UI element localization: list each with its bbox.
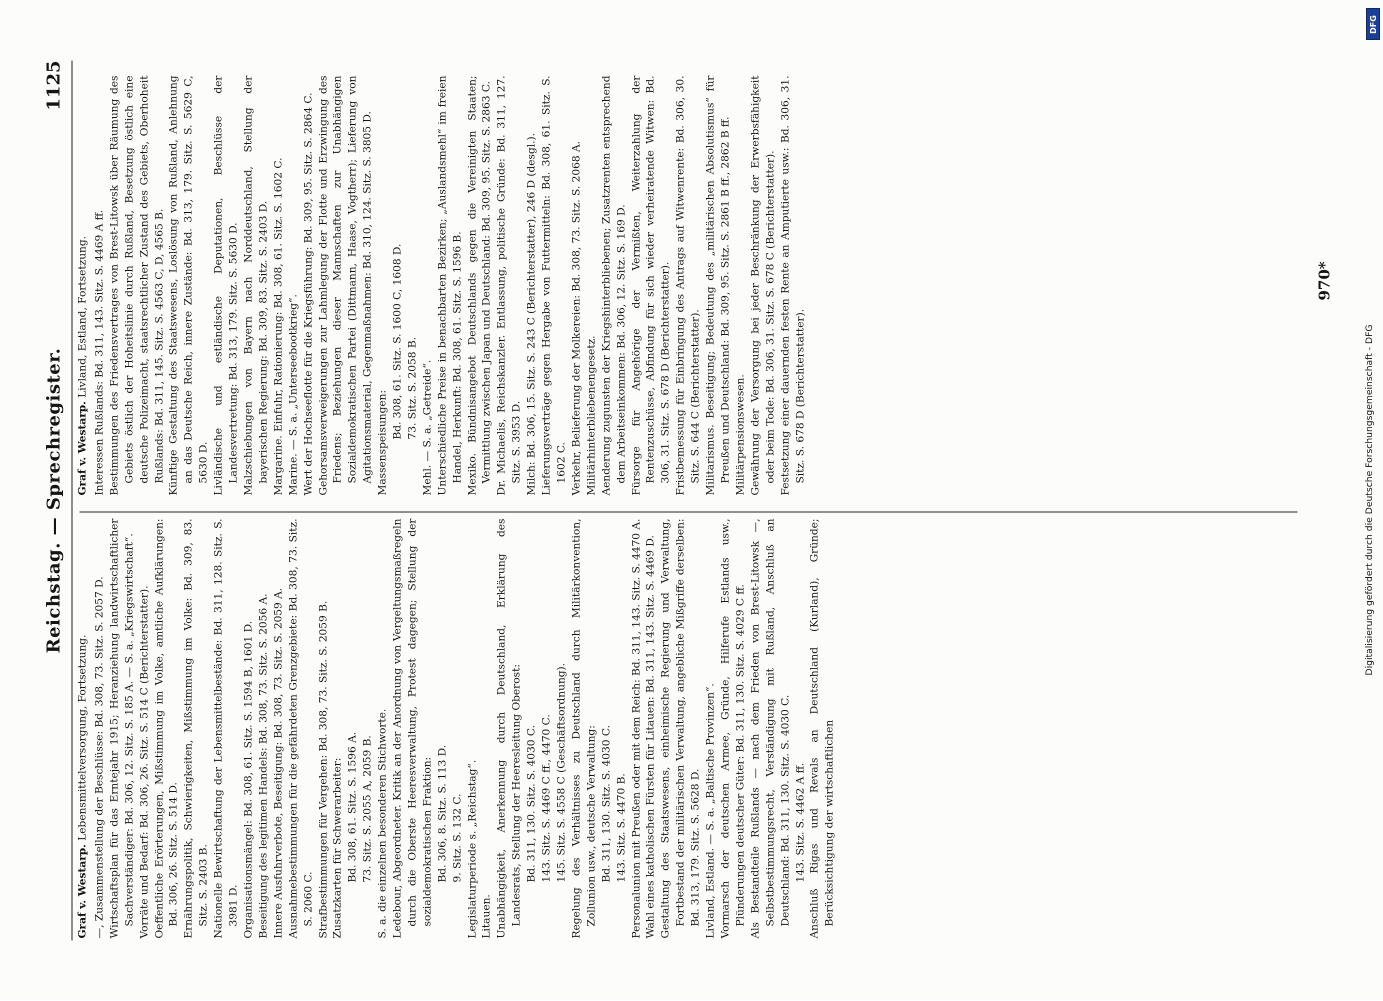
register-entry: Militärhinterbliebenengesetz. [585,335,598,496]
page-header [44,61,70,941]
register-entry: Vorräte und Bedarf: Bd. 306, 26. Sitz. S. 514 C (Berichterstatter). [138,585,151,939]
register-entry: Milch: Bd. 306, 15. Sitz. S. 243 C (Berichterstatter), 246 D (desgl.). [525,133,538,496]
header-rule [72,61,73,941]
register-entry: Massenspeisungen: [376,389,389,496]
register-entry: Organisationsmängel: Bd. 308, 61. Sitz. S. 1594 B, 1601 D. [242,620,255,939]
register-entry: Livländische und estländische Deputationen, Beschlüsse der Landesvertretung: Bd. 313, 179. Sitz. S. 5630 D. [212,75,240,496]
register-entry: 143. Sitz. S. 4462 A ff. [794,762,806,883]
register-entry: Bd. 306, 8. Sitz. S. 113 D. [436,744,449,883]
right-entry-list [92,76,808,496]
register-entry: Innere Ausfuhrverbote, Beseitigung: Bd. 308, 73. Sitz. S. 2059 A. [272,587,285,939]
register-entry: Bd. 311, 130. Sitz. S. 4030 C. [525,725,538,883]
register-entry: Legislaturperiode s. „Reichstag“. [466,759,479,939]
register-entry: Bd. 311, 130. Sitz. S. 4030 C. [600,725,613,883]
register-entry: Regelung des Verhältnisses zu Deutschland durch Militärkonvention, Zollunion usw., deutsche Verwaltung: [570,518,598,939]
register-entry: Militärpensionswesen. [734,374,747,496]
right-column [76,76,1306,496]
register-entry: Vormarsch der deutschen Armee, Gründe, Hilferufe Estlands usw., Plünderungen deutscher Güter: Bd. 311, 130. Sitz. S. 4029 C ff. [719,518,747,939]
footer-page-number: 970* [1315,261,1334,301]
register-entry: Wert der Hochseeflotte für die Kriegsführung: Bd. 309, 95. Sitz. S. 2864 C. [302,92,315,496]
register-entry: Künftige Gestaltung des Staatswesens, Loslösung von Rußland, Anlehnung an das Deutsche Reich, innere Zustände: Bd. 313, 179. Sitz. S. 5629 C, 5630 D. [167,75,210,496]
register-entry: Nationelle Bewirtschaftung der Lebensmittelbestände: Bd. 311, 128. Sitz. S. 3981 D. [212,518,240,939]
register-entry: Gehorsamsverweigerungen zur Lahmlegung der Flotte und Erzwingung des Friedens; Beziehungen dieser Mannschaften zur Unabhängigen Sozialdemokratischen Partei (Dittmann, Haase, Vogtherr); Lieferung von Agitationsmaterial, Gegenmaßnahmen: Bd. 310, 124. Sitz. S. 3805 D. [317,75,374,496]
register-entry: Litauen. [480,894,493,939]
header-page-number: 1125 [43,60,65,111]
register-entry: Zusatzkarten für Schwerarbeiter: [331,757,344,939]
register-entry: 143. Sitz. S. 4470 B. [615,773,628,883]
register-entry: 73. Sitz. S. 2055 A, 2059 B. [361,735,374,883]
register-entry: Bd. 308, 61. Sitz. S. 1596 A. [346,731,359,883]
register-entry: Lieferungsverträge gegen Hergabe von Futtermitteln: Bd. 308, 61. Sitz. S. 1602 C. [540,75,568,496]
register-entry: Oeffentliche Erörterungen, Mißstimmung im Volke, amtliche Aufklärungen: Bd. 306, 26. Sitz. S. 514 D. [153,518,180,939]
register-entry: Fürsorge für Angehörige der Vermißten, Weiterzahlung der Rentenzuschüsse, Abfindung für sich wieder verheiratende Witwen: Bd. 306, 31. Sitz. S. 678 D (Berichterstatter). [630,75,672,496]
register-entry: Mehl. — S. a. „Getreide“. [421,359,434,496]
register-entry: Verkehr, Belieferung der Molkereien: Bd. 308, 73. Sitz. S. 2068 A. [570,141,583,496]
register-entry: Bd. 308, 61. Sitz. S. 1600 C, 1608 D. [391,243,404,440]
register-entry: Mexiko. Bündnisangebot Deutschlands gegen die Vereinigten Staaten; Vermittlung zwischen Japan und Deutschland: Bd. 309, 95. Sitz. S. 2863 C. [466,75,493,496]
column-heading [76,519,91,939]
column-divider [80,512,1298,513]
register-entry: Strafbestimmungen für Vergehen: Bd. 308, 73. Sitz. S. 2059 B. [317,600,329,939]
digitization-credit: Digitalisierung gefördert durch die Deutsche Forschungsgemeinschaft - DFG [1364,324,1375,676]
register-entry: Ledebour, Abgeordneter. Kritik an der Anordnung von Vergeltungsmaßregeln durch die Oberste Heeresverwaltung, Protest dagegen; Stellung der sozialdemokratischen Fraktion: [391,518,434,939]
register-entry: Ernährungspolitik, Schwierigkeiten, Mißstimmung im Volke: Bd. 309, 83. Sitz. S. 2403 B. [182,518,210,939]
register-entry: Dr. Michaelis, Reichskanzler. Entlassung, politische Gründe: Bd. 311, 127. Sitz. S. 3953 D. [495,75,523,496]
register-entry: Wahl eines katholischen Fürsten für Litauen: Bd. 311, 143. Sitz. S. 4469 D. [644,535,657,939]
register-entry: Ausnahmebestimmungen für die gefährdeten Grenzgebiete: Bd. 308, 73. Sitz. S. 2060 C. [287,518,315,939]
register-entry: 73. Sitz. S. 2058 B. [406,336,419,440]
register-entry: Margarine. Einfuhr, Rationierung: Bd. 308, 61. Sitz. S. 1602 C. [272,157,285,496]
register-entry: Bestimmungen des Friedensvertrages von Brest-Litowsk über Räumung des Gebiets östlich der Hoheitslinie durch Rußland, Besetzung östlich eine deutsche Polizeimacht, staatsrechtlicher Zustand des Gebiets, Oberhoheit Rußlands: Bd. 311, 145. Sitz. S. 4563 C, D, 4565 B. [108,75,166,496]
register-entry: 143. Sitz. S. 4469 C ff., 4470 C. [540,714,553,883]
register-entry: Interessen Rußlands: Bd. 311, 143. Sitz. S. 4469 A ff. [93,209,106,496]
column-lead-name: Graf v. Westarp. [76,401,89,496]
register-page [0,1,1383,1001]
register-entry: Fristbemessung für Einbringung des Antrags auf Witwenrente: Bd. 306, 30. Sitz. S. 644 C (Berichterstatter). [674,75,702,496]
register-entry: Gestaltung des Staatswesens, einheimische Regierung und Verwaltung, Fortbestand der militärischen Verwaltung, angebliche Mißgriffe derselben: Bd. 313, 179. Sitz. S. 5628 D. [659,518,702,939]
register-entry: Marine. — S. a. „Unterseebootkrieg“. [287,294,300,496]
register-entry: Aenderung zugunsten der Kriegshinterbliebenen; Zusatzrenten entsprechend dem Arbeitseinkommen: Bd. 306, 12. Sitz. S. 169 D. [600,75,628,496]
register-entry: Festsetzung einer dauernden festen Rente an Amputierte usw.: Bd. 306, 31. Sitz. S. 678 D (Berichterstatter). [779,75,806,496]
register-entry: Unabhängigkeit, Anerkennung durch Deutschland, Erklärung des Landesrats, Stellung der Heeresleitung Oberost: [495,518,523,939]
register-entry: —, Zusammenstellung der Beschlüsse: Bd. 308, 73. Sitz. S. 2057 D. [93,576,106,939]
column-heading [76,76,91,496]
register-entry: Personalunion mit Preußen oder mit dem Reich: Bd. 311, 143. Sitz. S. 4470 A. [630,518,643,939]
register-entry: 145. Sitz. S. 4558 C (Geschäftsordnung). [555,662,568,883]
dfg-logo [1366,8,1380,40]
register-entry: Beseitigung des legitimen Handels: Bd. 308, 73. Sitz. S. 2056 A. [257,593,270,939]
register-entry: Gewährung der Versorgung bei jeder Beschränkung der Erwerbsfähigkeit oder beim Tode: Bd. 306, 31. Sitz. S. 678 C (Berichterstatter). [749,75,777,496]
column-lead-topic: Livland, Estland, Fortsetzung. [76,236,89,402]
register-entry: S. a. die einzelnen besonderen Stichworte. [376,708,389,939]
register-entry: 9. Sitz. S. 132 C. [451,793,464,883]
column-lead-name: Graf v. Westarp. [76,844,89,939]
register-entry: Malzschiebungen von Bayern nach Norddeutschland, Stellung der bayerischen Regierung: Bd. 309, 83. Sitz. S. 2403 D. [242,75,270,496]
register-entry: Unterschiedliche Preise in benachbarten Bezirken; „Auslandsmehl“ im freien Handel, Herkunft: Bd. 308, 61. Sitz. S. 1596 B. [436,75,464,496]
register-entry: Militarismus. Beseitigung; Bedeutung des „militärischen Absolutismus“ für Preußen und Deutschland: Bd. 309, 95. Sitz. S. 2861 B ff., 2862 B ff. [704,75,732,496]
register-entry: Wirtschaftsplan für das Erntejahr 1915; Heranziehung landwirtschaftlicher Sachverständiger: Bd. 306, 12. Sitz. S. 185 A. — S. a. „Kriegswirtschaft“. [108,518,136,939]
register-entry: Livland, Estland. — S. a. „Baltische Provinzen“. [704,683,717,939]
left-entry-list [92,519,837,939]
register-entry: Als Bestandteile Rußlands — nach dem Frieden von Brest-Litowsk —, Selbstbestimmungsrecht, Verständigung mit Rußland, Anschluß an Deutschland: Bd. 311, 130. Sitz. S. 4030 C. [749,518,792,939]
register-entry: Anschluß Rigas und Revals an Deutschland (Kurland), Gründe; Berücksichtigung der wirtschaftlichen [808,518,836,939]
running-title: Reichstag. — Sprechregister. [43,347,65,654]
dfg-logo-label: DFG [1368,14,1378,34]
left-column [76,519,1306,939]
column-lead-topic: Lebensmittelversorgung, Fortsetzung. [76,634,89,845]
